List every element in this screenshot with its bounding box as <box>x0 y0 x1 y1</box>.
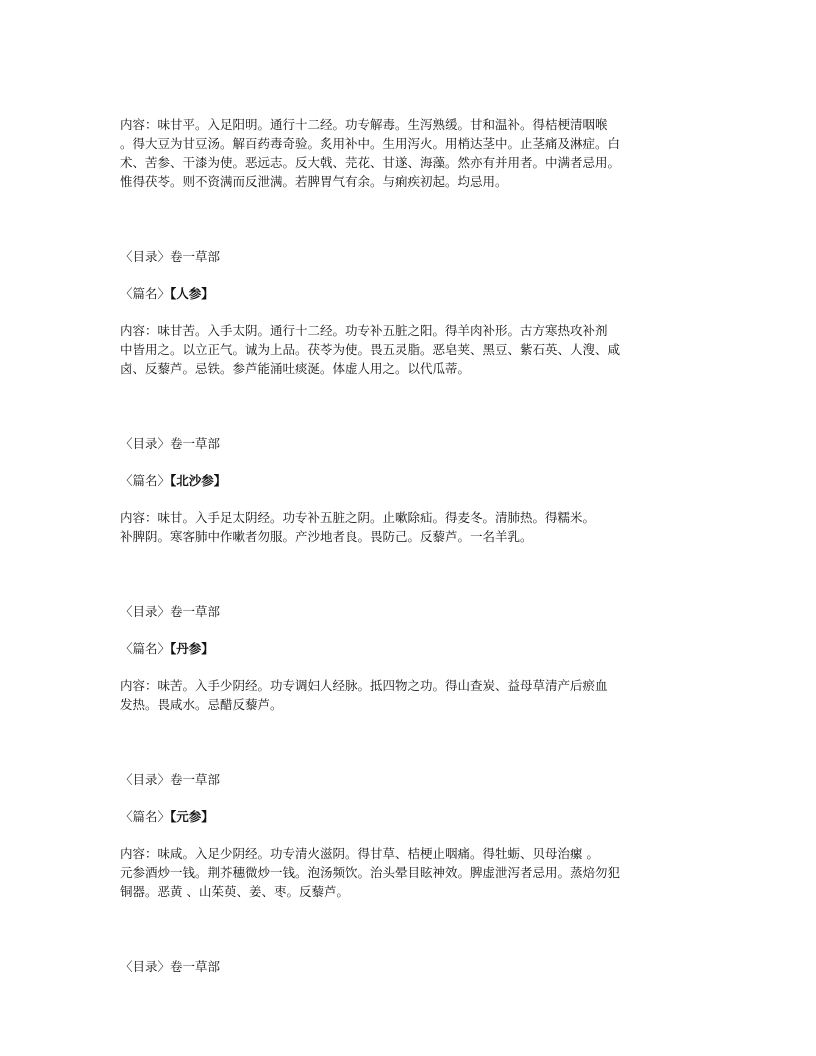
toc-line: 〈目录〉卷一草部 <box>120 604 221 619</box>
content-line: 。得大豆为甘豆汤。解百药毒奇验。炙用补中。生用泻火。用梢达茎中。止茎痛及淋症。白 <box>120 136 621 151</box>
content-line: 补脾阴。寒客肺中作嗽者勿服。产沙地者良。畏防己。反藜芦。一名羊乳。 <box>120 529 533 544</box>
content-line: 发热。畏咸水。忌醋反藜芦。 <box>120 697 283 712</box>
entry-content <box>120 321 690 378</box>
content-line: 内容：味咸。入足少阴经。功专清火滋阴。得甘草、桔梗止咽痛。得牡蛎、贝母治瘰 。 <box>120 846 599 861</box>
toc-line: 〈目录〉卷一草部 <box>120 436 221 451</box>
title-prefix: 〈篇名〉 <box>120 286 171 301</box>
entry-title <box>120 807 690 826</box>
entry-title <box>120 471 690 490</box>
entry-content <box>120 676 690 714</box>
title-prefix: 〈篇名〉 <box>120 641 171 656</box>
content-line: 内容：味甘苦。入手太阴。通行十二经。功专补五脏之阳。得羊肉补形。古方寒热攻补剂 <box>120 323 608 338</box>
title-name: 【丹参】 <box>170 641 214 656</box>
entry-content <box>120 844 690 901</box>
toc-line: 〈目录〉卷一草部 <box>120 772 221 787</box>
content-line: 惟得茯苓。则不资满而反泄满。若脾胃气有余。与痢疾初起。均忌用。 <box>120 174 508 189</box>
title-name: 【人参】 <box>170 286 214 301</box>
content-line: 铜器。恶黄 、山茱萸、姜、枣。反藜芦。 <box>120 884 349 899</box>
entry-title <box>120 284 690 303</box>
toc-line: 〈目录〉卷一草部 <box>120 959 221 974</box>
content-line: 元参酒炒一钱。荆芥穗微炒一钱。泡汤频饮。治头晕目眩神效。脾虚泄泻者忌用。蒸焙勿犯 <box>120 865 621 880</box>
title-prefix: 〈篇名〉 <box>120 809 171 824</box>
content-line: 中皆用之。以立正气。诚为上品。茯苓为使。畏五灵脂。恶皂荚、黑豆、紫石英、人溲、咸 <box>120 342 621 357</box>
content-line: 内容：味苦。入手少阴经。功专调妇人经脉。抵四物之功。得山查炭、益母草清产后瘀血 <box>120 678 608 693</box>
content-line: 内容：味甘。入手足太阴经。功专补五脏之阴。止嗽除疝。得麦冬。清肺热。得糯米。 <box>120 510 596 525</box>
content-line: 内容：味甘平。入足阳明。通行十二经。功专解毒。生泻熟缓。甘和温补。得桔梗清咽喉 <box>120 117 608 132</box>
title-name: 【北沙参】 <box>170 473 227 488</box>
content-line: 卤、反藜芦。忌铁。参芦能涌吐痰涎。体虚人用之。以代瓜蒂。 <box>120 361 471 376</box>
document-page <box>120 115 690 976</box>
content-line: 术、苦参、干漆为使。恶远志。反大戟、芫花、甘遂、海藻。然亦有并用者。中满者忌用。 <box>120 155 621 170</box>
entry-content <box>120 508 690 546</box>
toc-line: 〈目录〉卷一草部 <box>120 249 221 264</box>
title-name: 【元参】 <box>170 809 214 824</box>
entry-title <box>120 639 690 658</box>
title-prefix: 〈篇名〉 <box>120 473 171 488</box>
entry-content <box>120 115 690 191</box>
